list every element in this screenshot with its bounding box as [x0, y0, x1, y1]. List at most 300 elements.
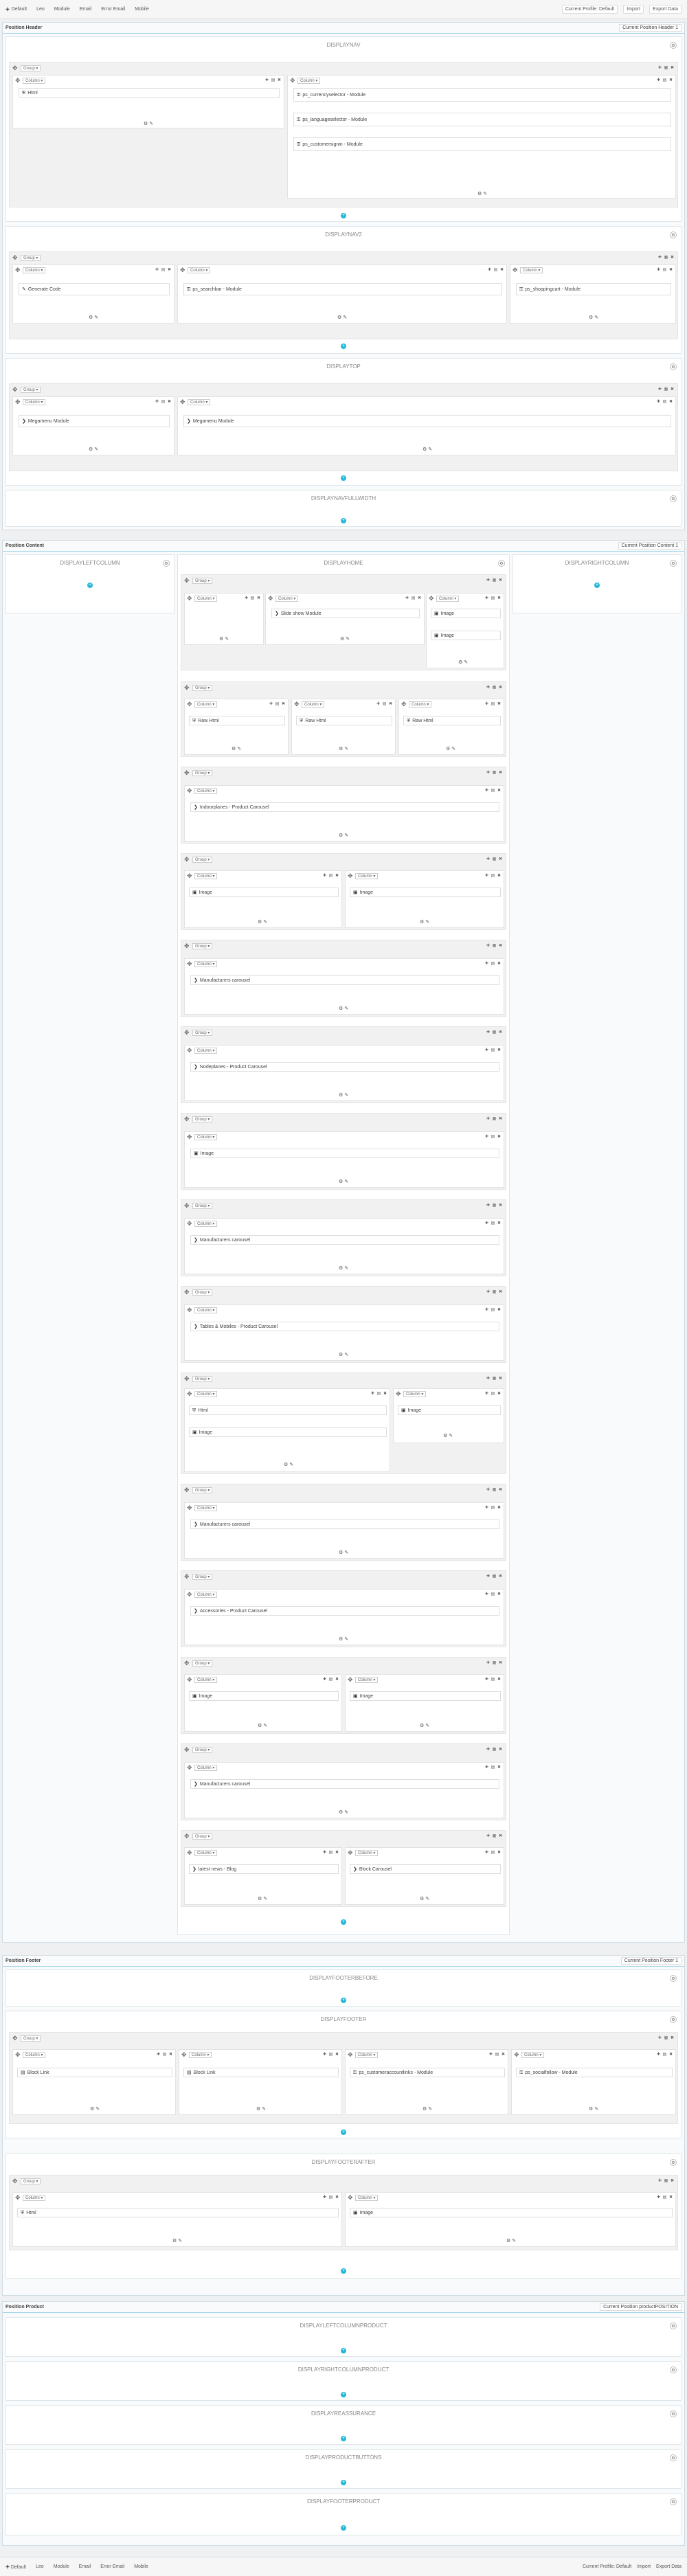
- column-tools[interactable]: ✚ ▤ ✖: [156, 2053, 173, 2057]
- column-tools[interactable]: ✚ ▤ ✖: [484, 1677, 502, 1682]
- group-tools[interactable]: ✚ ▦ ✖: [486, 1574, 503, 1579]
- column-dropdown[interactable]: Column ▾: [355, 1677, 378, 1683]
- move-icon[interactable]: ✥: [268, 595, 273, 602]
- edit-icon[interactable]: ⚙ ✎: [420, 1897, 430, 1901]
- column-dropdown[interactable]: Column ▾: [194, 1307, 217, 1313]
- move-icon[interactable]: ✥: [290, 77, 295, 84]
- column-dropdown[interactable]: Column ▾: [521, 2052, 544, 2058]
- move-icon[interactable]: ✥: [181, 2051, 187, 2058]
- add-group-plus[interactable]: +: [595, 583, 599, 587]
- column-tools[interactable]: ✚ ▤ ✖: [656, 78, 673, 82]
- nav-item-leo[interactable]: Leo: [36, 7, 45, 12]
- edit-icon[interactable]: ⚙ ✎: [258, 1724, 268, 1728]
- module-megamenu[interactable]: ❯ Megamenu Module: [19, 415, 170, 427]
- move-icon[interactable]: ✥: [184, 769, 190, 776]
- add-group-plus[interactable]: +: [341, 213, 346, 218]
- edit-icon[interactable]: ⚙ ✎: [340, 637, 350, 642]
- move-icon[interactable]: ✥: [184, 1029, 190, 1036]
- add-group-plus[interactable]: +: [341, 518, 346, 523]
- module-social[interactable]: ⚿ ps_socialfollow - Module: [516, 2068, 673, 2077]
- column-tools[interactable]: ✚ ▤ ✖: [656, 2195, 673, 2200]
- module-rawhtml[interactable]: ⛨ Raw Html: [189, 716, 285, 725]
- group-dropdown[interactable]: Group ▾: [192, 1030, 212, 1036]
- gear-icon[interactable]: ⚙: [163, 560, 170, 567]
- group-tools[interactable]: ✚ ▦ ✖: [486, 1748, 503, 1752]
- move-icon[interactable]: ✥: [15, 267, 21, 273]
- group-dropdown[interactable]: Group ▾: [192, 1116, 212, 1122]
- column-dropdown[interactable]: Column ▾: [188, 267, 210, 273]
- add-group-plus[interactable]: +: [341, 2348, 346, 2353]
- column-dropdown[interactable]: Column ▾: [23, 399, 45, 405]
- column-tools[interactable]: ✚ ▤ ✖: [656, 268, 673, 272]
- current-profile-button[interactable]: Current Profile: Default: [582, 2564, 632, 2569]
- footer-item-error-email[interactable]: Error Email: [100, 2564, 125, 2569]
- move-icon[interactable]: ✥: [187, 1504, 192, 1511]
- export-button[interactable]: Export Data: [649, 5, 682, 14]
- group-dropdown[interactable]: Group ▾: [192, 1574, 212, 1580]
- move-icon[interactable]: ✥: [12, 65, 18, 71]
- group-dropdown[interactable]: Group ▾: [21, 2035, 41, 2042]
- edit-icon[interactable]: ⚙ ✎: [232, 747, 242, 752]
- module-language[interactable]: ⚿ ps_languageselector - Module: [293, 113, 671, 126]
- group-dropdown[interactable]: Group ▾: [192, 685, 212, 691]
- edit-icon[interactable]: ⚙ ✎: [284, 1462, 294, 1467]
- edit-icon[interactable]: ⚙ ✎: [477, 192, 488, 196]
- move-icon[interactable]: ✥: [348, 872, 353, 879]
- group-tools[interactable]: ✚ ▦ ✖: [657, 66, 675, 70]
- edit-icon[interactable]: ⚙ ✎: [339, 1093, 349, 1098]
- group-dropdown[interactable]: Group ▾: [21, 65, 41, 71]
- group-tools[interactable]: ✚ ▦ ✖: [657, 256, 675, 260]
- column-dropdown[interactable]: Column ▾: [355, 2195, 378, 2201]
- footer-item-default[interactable]: ✚ Default: [5, 2564, 27, 2570]
- gear-icon[interactable]: ⚙: [670, 2498, 677, 2505]
- column-dropdown[interactable]: Column ▾: [302, 701, 324, 708]
- module-blocklink[interactable]: ▤ Block Link: [17, 2068, 172, 2077]
- export-button[interactable]: Export Data: [656, 2564, 682, 2569]
- move-icon[interactable]: ✥: [294, 701, 300, 708]
- group-tools[interactable]: ✚ ▦ ✖: [657, 2179, 675, 2183]
- gear-icon[interactable]: ⚙: [670, 42, 677, 49]
- column-tools[interactable]: ✚ ▤ ✖: [155, 268, 172, 272]
- group-dropdown[interactable]: Group ▾: [192, 857, 212, 863]
- gear-icon[interactable]: ⚙: [670, 2159, 677, 2166]
- column-dropdown[interactable]: Column ▾: [194, 701, 217, 708]
- edit-icon[interactable]: ⚙ ✎: [339, 1637, 349, 1642]
- group-dropdown[interactable]: Group ▾: [192, 1747, 212, 1753]
- group-dropdown[interactable]: Group ▾: [192, 770, 212, 776]
- column-dropdown[interactable]: Column ▾: [355, 2052, 378, 2058]
- module-html[interactable]: ⛨ Html: [189, 1405, 387, 1415]
- move-icon[interactable]: ✥: [184, 1746, 190, 1753]
- edit-icon[interactable]: ⚙ ✎: [339, 747, 349, 752]
- move-icon[interactable]: ✥: [514, 2051, 519, 2058]
- edit-icon[interactable]: ⚙ ✎: [339, 1266, 349, 1271]
- move-icon[interactable]: ✥: [184, 1573, 190, 1580]
- move-icon[interactable]: ✥: [187, 787, 192, 794]
- gear-icon[interactable]: ⚙: [670, 2323, 677, 2329]
- position-select[interactable]: Current Position productPOSITION: [600, 2303, 682, 2311]
- edit-icon[interactable]: ⚙ ✎: [423, 447, 433, 452]
- edit-icon[interactable]: ⚙ ✎: [258, 920, 268, 925]
- group-dropdown[interactable]: Group ▾: [192, 1487, 212, 1493]
- move-icon[interactable]: ✥: [184, 942, 190, 949]
- edit-icon[interactable]: ⚙ ✎: [443, 1434, 453, 1438]
- image-icon: ▣: [194, 1151, 199, 1156]
- move-icon[interactable]: ✥: [180, 267, 185, 273]
- move-icon[interactable]: ✥: [12, 2178, 18, 2184]
- module-customersignin[interactable]: ⚿ ps_customersignin - Module: [293, 137, 671, 151]
- move-icon[interactable]: ✥: [187, 1220, 192, 1227]
- group-tools[interactable]: ✚ ▦ ✖: [486, 1377, 503, 1381]
- module-shoppingcart[interactable]: ⚿ ps_shoppingcart - Module: [516, 283, 671, 295]
- footer-item-leo[interactable]: Leo: [36, 2564, 44, 2569]
- nav-item-mobile[interactable]: Mobile: [135, 7, 149, 12]
- column-tools[interactable]: ✚ ▤ ✖: [484, 702, 502, 706]
- move-icon[interactable]: ✥: [12, 2035, 18, 2042]
- column-dropdown[interactable]: Column ▾: [409, 701, 431, 708]
- module-manufacturers[interactable]: ❯ Manufacturers carousel: [190, 975, 499, 985]
- column-dropdown[interactable]: Column ▾: [194, 1677, 217, 1683]
- move-icon[interactable]: ✥: [348, 2194, 353, 2201]
- module-search[interactable]: ⚿ ps_searchbar - Module: [183, 283, 502, 295]
- column-dropdown[interactable]: Column ▾: [23, 2052, 45, 2058]
- column-tools[interactable]: ✚ ▤ ✖: [264, 78, 282, 82]
- column-tools[interactable]: ✚ ▤ ✖: [244, 596, 261, 600]
- gear-icon[interactable]: ⚙: [498, 560, 505, 567]
- module-image[interactable]: ▣ Image: [190, 1149, 499, 1158]
- column-tools[interactable]: ✚ ▤ ✖: [484, 962, 502, 966]
- nav-item-default[interactable]: ✚ Default: [5, 7, 27, 12]
- gear-icon[interactable]: ⚙: [670, 2366, 677, 2373]
- move-icon[interactable]: ✥: [184, 1289, 190, 1296]
- column-dropdown[interactable]: Column ▾: [194, 788, 217, 794]
- column-tools[interactable]: ✚ ▤ ✖: [484, 596, 502, 600]
- module-account[interactable]: ⚿ ps_customeraccountlinks - Module: [350, 2068, 505, 2077]
- add-group-plus[interactable]: +: [341, 343, 346, 348]
- module-image[interactable]: ▣ Image: [431, 631, 501, 640]
- move-icon[interactable]: ✥: [15, 2194, 21, 2201]
- edit-icon[interactable]: ⚙ ✎: [256, 2107, 267, 2112]
- move-icon[interactable]: ✥: [348, 1849, 353, 1856]
- column-tools[interactable]: ✚ ▤ ✖: [484, 1765, 502, 1770]
- module-carousel[interactable]: ❯ Tables & Mobiles - Product Carousel: [190, 1322, 499, 1331]
- add-group-plus[interactable]: +: [341, 475, 346, 480]
- module-currency[interactable]: ⚿ ps_currencyselector - Module: [293, 88, 671, 102]
- add-group-plus[interactable]: +: [341, 2268, 346, 2273]
- module-rawhtml[interactable]: ⛨ Raw Html: [403, 716, 501, 725]
- module-image[interactable]: ▣ Image: [350, 888, 501, 897]
- move-icon[interactable]: ✥: [513, 267, 518, 273]
- move-icon[interactable]: ✥: [187, 960, 192, 967]
- group-dropdown[interactable]: Group ▾: [192, 1289, 212, 1296]
- move-icon[interactable]: ✥: [187, 1676, 192, 1683]
- edit-icon[interactable]: ⚙ ✎: [506, 2239, 517, 2244]
- add-group-plus[interactable]: +: [341, 2480, 346, 2485]
- column-tools[interactable]: ✚ ▤ ✖: [322, 1851, 339, 1855]
- move-icon[interactable]: ✥: [429, 595, 434, 602]
- module-megamenu[interactable]: ❯ Megamenu Module: [183, 415, 671, 427]
- move-icon[interactable]: ✥: [187, 1764, 192, 1771]
- module-blog[interactable]: ❯ latest news - Blog: [189, 1864, 339, 1874]
- column-tools[interactable]: ✚ ▤ ✖: [269, 702, 286, 706]
- group-dropdown[interactable]: Group ▾: [192, 1376, 212, 1382]
- module-carousel[interactable]: ❯ Nodeplanes - Product Carousel: [190, 1062, 499, 1072]
- move-icon[interactable]: ✥: [348, 1676, 353, 1683]
- move-icon[interactable]: ✥: [12, 386, 18, 393]
- edit-icon[interactable]: ⚙ ✎: [339, 1179, 349, 1184]
- move-icon[interactable]: ✥: [15, 77, 21, 84]
- move-icon[interactable]: ✥: [348, 2051, 353, 2058]
- add-group-plus[interactable]: +: [341, 2436, 346, 2441]
- column-tools[interactable]: ✚ ▤ ✖: [155, 400, 172, 404]
- group-dropdown[interactable]: Group ▾: [192, 578, 212, 584]
- move-icon[interactable]: ✥: [184, 1660, 190, 1667]
- module-carousel[interactable]: ❯ Indoorplanes - Product Carousel: [190, 802, 499, 812]
- module-carousel[interactable]: ❯ Accessories - Product Carousel: [190, 1606, 499, 1616]
- group-dropdown[interactable]: Group ▾: [192, 1660, 212, 1667]
- column-tools[interactable]: ✚ ▤ ✖: [484, 1221, 502, 1225]
- column-tools[interactable]: ✚ ▤ ✖: [484, 1506, 502, 1510]
- move-icon[interactable]: ✥: [184, 1833, 190, 1840]
- edit-icon[interactable]: ⚙ ✎: [589, 315, 599, 320]
- column-tools[interactable]: ✚ ▤ ✖: [484, 1592, 502, 1596]
- move-icon[interactable]: ✥: [184, 856, 190, 863]
- edit-icon[interactable]: ⚙ ✎: [337, 315, 348, 320]
- add-group-plus[interactable]: +: [341, 2525, 346, 2530]
- column-tools[interactable]: ✚ ▤ ✖: [322, 874, 339, 878]
- group-dropdown[interactable]: Group ▾: [192, 1833, 212, 1840]
- module-slideshow[interactable]: ❯ Slide show Module: [271, 609, 420, 618]
- module-manufacturers[interactable]: ❯ Manufacturers carousel: [190, 1519, 499, 1529]
- edit-icon[interactable]: ⚙ ✎: [589, 2107, 599, 2112]
- move-icon[interactable]: ✥: [187, 872, 192, 879]
- add-group-plus[interactable]: +: [341, 1919, 346, 1924]
- edit-icon[interactable]: ⚙ ✎: [89, 447, 99, 452]
- add-group-plus[interactable]: +: [88, 583, 92, 587]
- module-html[interactable]: ⛨ Html: [17, 2208, 339, 2217]
- group-tools[interactable]: ✚ ▦ ✖: [486, 578, 503, 583]
- move-icon[interactable]: ✥: [187, 595, 192, 602]
- column-dropdown[interactable]: Column ▾: [188, 399, 210, 405]
- column-tools[interactable]: ✚ ▤ ✖: [484, 1135, 502, 1139]
- column: [184, 1589, 504, 1645]
- module-image[interactable]: ▣ Image: [350, 1691, 501, 1701]
- edit-icon[interactable]: ⚙ ✎: [172, 2239, 183, 2244]
- footer-item-module[interactable]: Module: [53, 2564, 69, 2569]
- gear-icon[interactable]: ⚙: [670, 1975, 677, 1982]
- edit-icon[interactable]: ⚙ ✎: [258, 1897, 268, 1901]
- edit-icon[interactable]: ⚙ ✎: [339, 1006, 349, 1011]
- module-image[interactable]: ▣ Image: [398, 1405, 501, 1415]
- move-icon[interactable]: ✥: [187, 701, 192, 708]
- group-dropdown[interactable]: Group ▾: [192, 1203, 212, 1209]
- module-blocklink[interactable]: ▤ Block Link: [183, 2068, 339, 2077]
- edit-icon[interactable]: ⚙ ✎: [89, 315, 99, 320]
- move-icon[interactable]: ✥: [187, 1849, 192, 1856]
- gear-icon[interactable]: ⚙: [670, 231, 677, 238]
- column-dropdown[interactable]: Column ▾: [194, 1134, 217, 1140]
- move-icon[interactable]: ✥: [184, 577, 190, 584]
- add-group-plus[interactable]: +: [341, 2392, 346, 2397]
- group-tools[interactable]: ✚ ▦ ✖: [486, 771, 503, 775]
- move-icon[interactable]: ✥: [15, 398, 21, 405]
- gear-icon[interactable]: ⚙: [670, 2454, 677, 2461]
- edit-icon[interactable]: ⚙ ✎: [144, 122, 154, 126]
- module-image[interactable]: ▣ Image: [189, 1691, 339, 1701]
- module-manufacturers[interactable]: ❯ Manufacturers carousel: [190, 1779, 499, 1789]
- edit-icon[interactable]: ⚙ ✎: [420, 920, 430, 925]
- nav-item-email[interactable]: Email: [79, 7, 92, 12]
- group-tools[interactable]: ✚ ▦ ✖: [486, 857, 503, 861]
- column-tools[interactable]: ✚ ▤ ✖: [322, 1677, 339, 1682]
- module-block[interactable]: ❯ Block Carousel: [350, 1864, 501, 1874]
- move-icon[interactable]: ✥: [15, 2051, 21, 2058]
- group-dropdown[interactable]: Group ▾: [21, 387, 41, 393]
- group-tools[interactable]: ✚ ▦ ✖: [486, 1834, 503, 1838]
- edit-icon[interactable]: ⚙ ✎: [446, 747, 456, 752]
- module-rawhtml[interactable]: ⛨ Raw Html: [296, 716, 392, 725]
- column-tools[interactable]: ✚ ▤ ✖: [484, 874, 502, 878]
- move-icon[interactable]: ✥: [401, 701, 407, 708]
- column-tools[interactable]: ✚ ▤ ✖: [656, 2053, 673, 2057]
- column-dropdown[interactable]: Column ▾: [355, 1850, 378, 1856]
- gear-icon[interactable]: ⚙: [670, 495, 677, 502]
- module-gencode[interactable]: ✎ Generate Code: [19, 283, 170, 295]
- column-dropdown[interactable]: Column ▾: [194, 1391, 217, 1397]
- edit-icon[interactable]: ⚙ ✎: [339, 833, 349, 838]
- group: [181, 1286, 506, 1363]
- position-select[interactable]: Current Position Header 1: [619, 24, 682, 32]
- move-icon[interactable]: ✥: [184, 1202, 190, 1209]
- edit-icon[interactable]: ⚙ ✎: [339, 1550, 349, 1555]
- column-dropdown[interactable]: Column ▾: [23, 78, 45, 84]
- group-tools[interactable]: ✚ ▦ ✖: [486, 944, 503, 948]
- footer-item-email[interactable]: Email: [78, 2564, 91, 2569]
- column-dropdown[interactable]: Column ▾: [23, 267, 45, 273]
- group-tools[interactable]: ✚ ▦ ✖: [486, 1290, 503, 1294]
- module-manufacturers[interactable]: ❯ Manufacturers carousel: [190, 1235, 499, 1245]
- import-button[interactable]: Import: [637, 2564, 651, 2569]
- group-tools[interactable]: ✚ ▦ ✖: [486, 1117, 503, 1121]
- module-icon: ⚿: [519, 2070, 523, 2075]
- group-dropdown[interactable]: Group ▾: [192, 943, 212, 949]
- column-dropdown[interactable]: Column ▾: [520, 267, 543, 273]
- column-tools[interactable]: ✚ ▤ ✖: [405, 596, 422, 600]
- edit-icon[interactable]: ⚙ ✎: [339, 1810, 349, 1815]
- column-tools[interactable]: ✚ ▤ ✖: [484, 1851, 502, 1855]
- column-tools[interactable]: ✚ ▤ ✖: [376, 702, 393, 706]
- column-tools[interactable]: ✚ ▤ ✖: [484, 1392, 502, 1396]
- column-dropdown[interactable]: Column ▾: [403, 1391, 426, 1397]
- group-tools[interactable]: ✚ ▦ ✖: [657, 2036, 675, 2040]
- column-dropdown[interactable]: Column ▾: [194, 1221, 217, 1227]
- footer-item-mobile[interactable]: Mobile: [134, 2564, 148, 2569]
- module-html[interactable]: ⛨ Html: [19, 88, 280, 98]
- column-tools[interactable]: ✚ ▤ ✖: [484, 1048, 502, 1052]
- edit-icon[interactable]: ⚙ ✎: [339, 1353, 349, 1357]
- column-tools[interactable]: ✚ ▤ ✖: [488, 2053, 506, 2057]
- group-tools[interactable]: ✚ ▦ ✖: [657, 387, 675, 392]
- edit-icon[interactable]: ⚙ ✎: [458, 660, 469, 665]
- nav-item-module[interactable]: Module: [54, 7, 70, 12]
- column-tools[interactable]: ✚ ▤ ✖: [322, 2195, 339, 2200]
- group: [181, 767, 506, 844]
- group-tools[interactable]: ✚ ▦ ✖: [486, 686, 503, 690]
- column-dropdown[interactable]: Column ▾: [194, 873, 217, 879]
- column-dropdown[interactable]: Column ▾: [194, 961, 217, 967]
- column-dropdown[interactable]: Column ▾: [194, 1592, 217, 1598]
- move-icon[interactable]: ✥: [12, 254, 18, 261]
- group-tools[interactable]: ✚ ▦ ✖: [486, 1030, 503, 1035]
- module-image[interactable]: ▣ Image: [189, 1427, 387, 1437]
- column-tools[interactable]: ✚ ▤ ✖: [656, 400, 673, 404]
- move-icon[interactable]: ✥: [396, 1390, 401, 1397]
- group-dropdown[interactable]: Group ▾: [21, 255, 41, 261]
- group-tools[interactable]: ✚ ▦ ✖: [486, 1488, 503, 1492]
- gear-icon[interactable]: ⚙: [670, 560, 677, 567]
- move-icon[interactable]: ✥: [180, 398, 185, 405]
- column-tools[interactable]: ✚ ▤ ✖: [484, 789, 502, 793]
- move-icon[interactable]: ✥: [187, 1047, 192, 1054]
- move-icon[interactable]: ✥: [187, 1591, 192, 1598]
- move-icon[interactable]: ✥: [184, 684, 190, 691]
- current-profile-button[interactable]: Current Profile: Default: [562, 5, 618, 14]
- module-image[interactable]: ▣ Image: [431, 609, 501, 618]
- column-tools[interactable]: ✚ ▤ ✖: [484, 1308, 502, 1312]
- gear-icon[interactable]: ⚙: [670, 2016, 677, 2023]
- position-select[interactable]: Current Position Footer 1: [621, 1957, 682, 1965]
- edit-icon[interactable]: ⚙ ✎: [420, 1724, 430, 1728]
- move-icon[interactable]: ✥: [184, 1487, 190, 1493]
- edit-icon[interactable]: ⚙ ✎: [219, 637, 229, 642]
- module-image[interactable]: ▣ Image: [189, 888, 339, 897]
- gear-icon[interactable]: ⚙: [670, 2410, 677, 2417]
- group-tools[interactable]: ✚ ▦ ✖: [486, 1661, 503, 1665]
- move-icon[interactable]: ✥: [187, 1307, 192, 1313]
- move-icon[interactable]: ✥: [187, 1390, 192, 1397]
- edit-icon[interactable]: ⚙ ✎: [90, 2107, 100, 2112]
- import-button[interactable]: Import: [623, 5, 644, 14]
- nav-item-error-email[interactable]: Error Email: [101, 7, 126, 12]
- column-dropdown[interactable]: Column ▾: [194, 1048, 217, 1054]
- gear-icon[interactable]: ⚙: [670, 363, 677, 370]
- module-image[interactable]: ▣ Image: [350, 2208, 673, 2217]
- move-icon[interactable]: ✥: [184, 1116, 190, 1122]
- group-dropdown[interactable]: Group ▾: [21, 2178, 41, 2184]
- column-dropdown[interactable]: Column ▾: [275, 596, 298, 602]
- column-dropdown[interactable]: Column ▾: [23, 2195, 45, 2201]
- column-dropdown[interactable]: Column ▾: [194, 1505, 217, 1511]
- edit-icon[interactable]: ⚙ ✎: [423, 2107, 433, 2112]
- column-dropdown[interactable]: Column ▾: [355, 873, 378, 879]
- column-dropdown[interactable]: Column ▾: [436, 596, 459, 602]
- move-icon[interactable]: ✥: [184, 1375, 190, 1382]
- column-dropdown[interactable]: Column ▾: [194, 1850, 217, 1856]
- column-tools[interactable]: ✚ ▤ ✖: [322, 2053, 339, 2057]
- column-dropdown[interactable]: Column ▾: [189, 2052, 212, 2058]
- column-tools[interactable]: ✚ ▤ ✖: [370, 1392, 387, 1396]
- column-dropdown[interactable]: Column ▾: [194, 1765, 217, 1771]
- move-icon[interactable]: ✥: [187, 1133, 192, 1140]
- column-dropdown[interactable]: Column ▾: [297, 78, 320, 84]
- group-tools[interactable]: ✚ ▦ ✖: [486, 1204, 503, 1208]
- column-dropdown[interactable]: Column ▾: [194, 596, 217, 602]
- position-select[interactable]: Current Position Content 1: [618, 542, 682, 550]
- add-group-plus[interactable]: +: [341, 1998, 346, 2002]
- add-group-plus[interactable]: +: [341, 2129, 346, 2134]
- column-tools[interactable]: ✚ ▤ ✖: [487, 268, 504, 272]
